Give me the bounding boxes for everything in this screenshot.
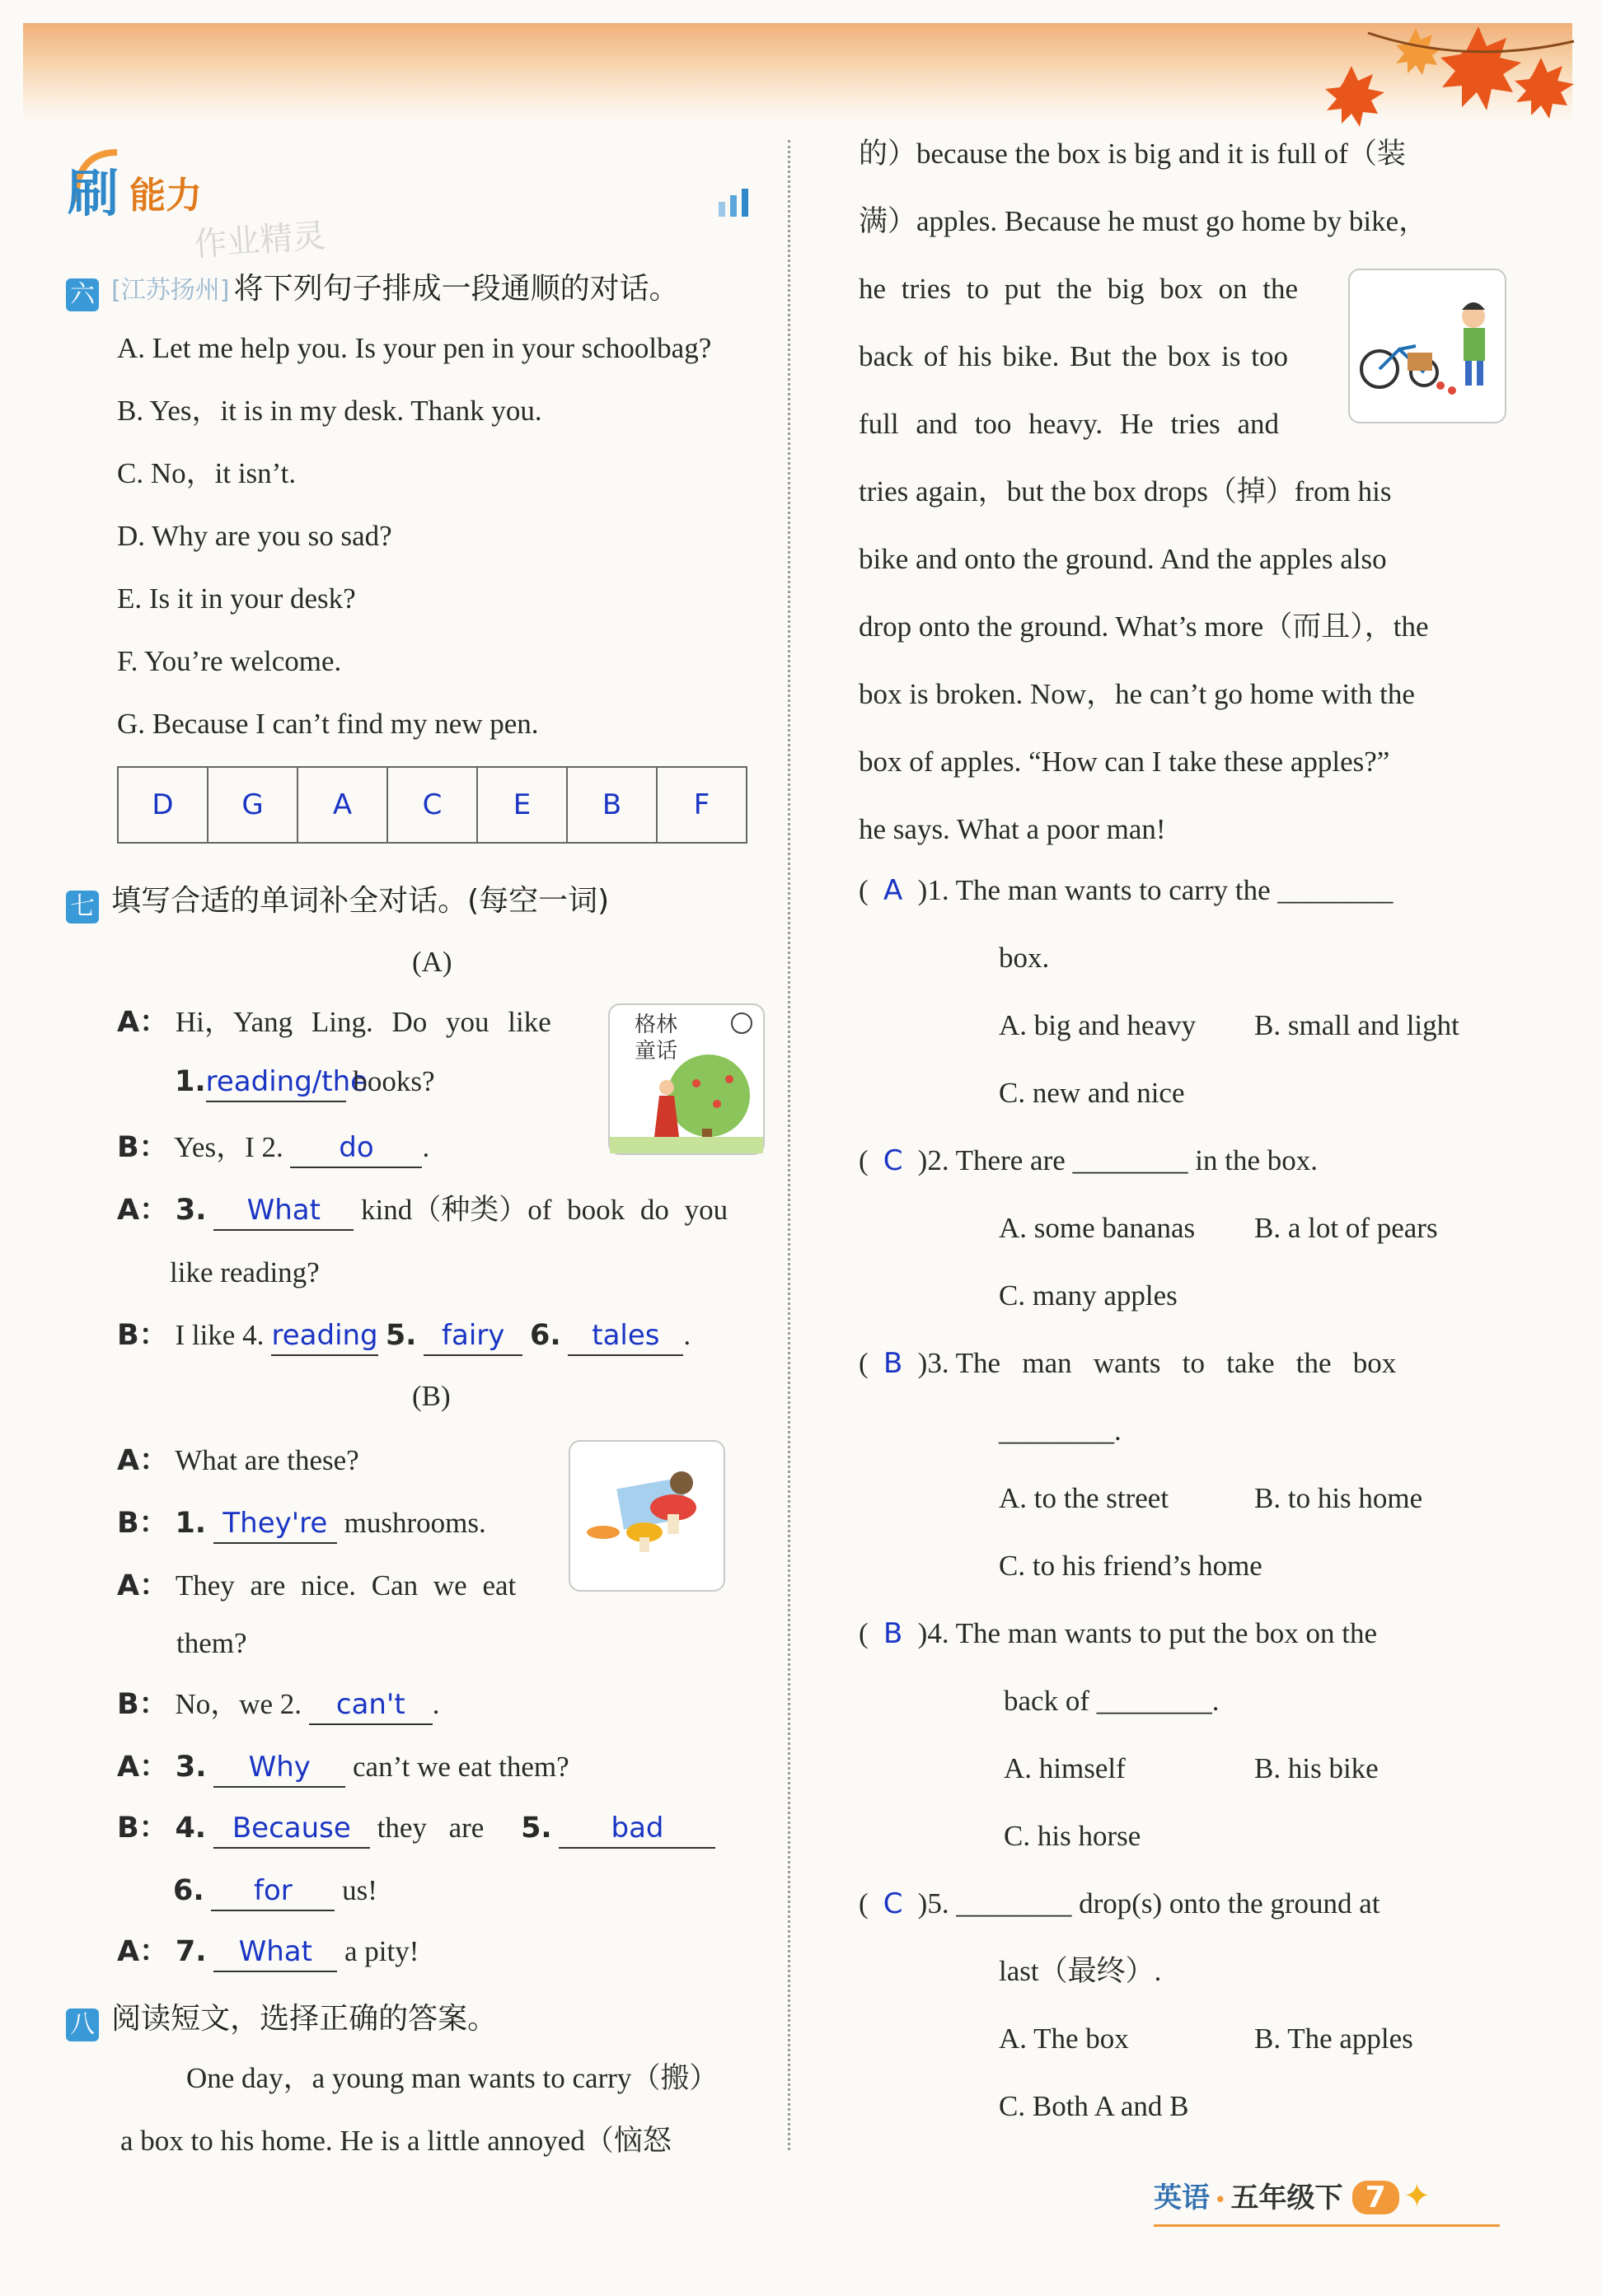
line-text: kind（种类）of book do you [361,1194,728,1226]
book-label: 格林童话 [635,1012,678,1064]
option: B. small and light [1254,1009,1459,1041]
answer-blank: reading [271,1316,378,1356]
answer-blank: They're [213,1504,337,1544]
question-3: ( B )3. The man wants to take the box [859,1344,1518,1412]
line-text: books? [353,1065,435,1097]
footer-dot: • [1214,2188,1227,2213]
sec7a-line4 [117,1316,691,1356]
speaker-label: A： [117,1006,169,1039]
bars-icon [717,185,758,218]
question-stem: 5. ________ drop(s) onto the ground at [927,1887,1380,1920]
column-divider [788,140,790,2150]
answer-cell: F [657,767,747,843]
passage-line: One day，a young man wants to carry（搬） [186,2062,719,2094]
watermark: 作业精灵 [192,217,327,264]
answer-blank: What [213,1191,354,1231]
speaker-label: A： [117,1194,169,1227]
option: C. Both A and B [999,2090,1189,2122]
answer-blank: bad [559,1809,715,1849]
blank-number: 1. [175,1065,206,1098]
options-row [859,1209,1518,1277]
line-text: They are nice. Can we eat [175,1569,517,1602]
answer-cell: B [567,767,657,843]
question-answer: C [883,1887,903,1920]
sec6-item-f: F. You’re welcome. [117,645,342,677]
brand-text: 能力 [129,175,203,217]
option: A. The box [999,2022,1129,2055]
passage-line: a box to his home. He is a little annoyed（恼怒 [120,2125,672,2157]
option: C. new and nice [999,1077,1185,1109]
option: C. to his friend’s home [999,1550,1262,1582]
sec7b-line4 [117,1686,440,1725]
sec6-item-c: C. No，it isn’t. [117,457,297,489]
sec7b-line6 [117,1809,715,1849]
blank-number: 1. [175,1507,207,1540]
page-number: 7 [1352,2181,1399,2214]
answer-cell: D [118,767,208,843]
passage-right [859,135,1510,878]
speaker-label: A： [117,1935,169,1968]
fairy-tale-book-image [608,1003,765,1155]
question-stem-cont: box. [999,942,1050,974]
option: C. his horse [1004,1820,1141,1852]
question-answer: C [883,1144,903,1177]
options-row [859,1007,1518,1074]
option: B. The apples [1254,2022,1413,2055]
speaker-label: B： [117,1507,168,1540]
answer-cell: G [208,767,297,843]
sec6-item-e: E. Is it in your desk? [117,582,356,615]
sec7-heading [66,877,609,924]
answer-blank: Because [213,1809,370,1849]
line-text: Hi，Yang Ling. Do you like [175,1006,551,1038]
speaker-label: B： [117,1688,168,1721]
line-text: I like 4. [175,1319,265,1351]
sec7a-line2 [117,1129,429,1168]
option: C. many apples [999,1279,1178,1312]
line-text: . [432,1688,440,1720]
passage-line: bike and onto the ground. And the apples also [859,543,1387,575]
sec7-title: 填写合适的单词补全对话。(每空一词) [111,884,610,918]
question-stem: 1. The man wants to carry the ________ [927,874,1394,906]
brand-logo [68,152,203,226]
sec6-item-a: A. Let me help you. Is your pen in your schoolbag? [117,332,712,364]
question-stem: 4. The man wants to put the box on the [927,1617,1377,1649]
passage-line: box is broken. Now，he can’t go home with the [859,678,1415,710]
sec6-item-g: G. Because I can’t find my new pen. [117,708,539,740]
blank-number: 6. [173,1874,204,1907]
sec7a-line1b [175,1063,435,1102]
passage-line: drop onto the ground. What’s more（而且），the [859,610,1429,643]
answer-blank: What [213,1933,337,1972]
option: A. some bananas [999,1212,1196,1244]
sec6-item-b: B. Yes，it is in my desk. Thank you. [117,395,542,427]
blank-number: 5. [521,1812,552,1845]
sec7-number: 七 [66,891,99,924]
line-text: . [683,1319,691,1351]
question-stem-cont: last（最终）. [999,1955,1162,1987]
mushrooms-image [569,1440,725,1592]
answer-blank: reading/the [206,1063,346,1102]
sec6-answer-table [117,766,747,844]
blank-number: 6. [529,1319,561,1352]
question-list [859,872,1518,2155]
line-text: mushrooms. [344,1507,486,1539]
brand-char: 刷 [68,163,119,223]
options-row [859,1480,1518,1547]
speaker-label: B： [117,1319,168,1352]
passage-line: 满）apples. Because he must go home by bike， [859,205,1428,237]
option: B. to his home [1254,1482,1423,1514]
sec7b-line3 [117,1567,516,1605]
sec7a-line1 [117,1003,551,1041]
line-text: What are these? [175,1444,359,1476]
question-answer: B [883,1617,903,1650]
passage-line: full and too heavy. He tries and [859,408,1280,440]
answer-blank: fairy [424,1316,522,1356]
question-5: ( C )5. ________ drop(s) onto the ground at [859,1885,1518,1952]
question-answer: B [883,1347,903,1380]
line-text: No，we 2. [175,1688,302,1720]
sec8-title: 阅读短文，选择正确的答案。 [111,2002,498,2036]
question-stem-cont: ________. [999,1415,1122,1447]
answer-blank: can't [309,1686,433,1725]
bike-illustration [1350,270,1505,422]
blank-number: 3. [175,1194,207,1227]
passage-line: 的）because the box is big and it is full of（装 [859,138,1406,170]
sec7a-line3 [117,1191,728,1231]
answer-cell: A [297,767,387,843]
sec6-item-d: D. Why are you so sad? [117,520,392,552]
passage-line: back of his bike. But the box is too [859,340,1288,372]
answer-blank: tales [568,1316,683,1356]
blank-number: 7. [175,1935,207,1968]
sec7b-line5 [117,1748,569,1788]
line-text: Yes，I 2. [174,1131,283,1163]
question-1: ( A )1. The man wants to carry the ________ [859,872,1518,939]
option: A. to the street [999,1482,1169,1514]
sec6-heading [66,265,679,311]
question-2: ( C )2. There are ________ in the box. [859,1142,1518,1209]
star-icon: ✦ [1403,2177,1431,2215]
answer-blank: for [211,1872,335,1911]
passage-line: tries again，but the box drops（掉）from his [859,475,1392,507]
sec7b-line7 [173,1872,377,1911]
option: A. himself [1004,1752,1126,1784]
blank-number: 4. [175,1812,207,1845]
options-row [859,1750,1518,1817]
sec8-number: 八 [66,2008,99,2041]
sec7b-line3b: them? [176,1627,247,1659]
passage-line: he says. What a poor man! [859,813,1166,845]
line-text: a pity! [344,1935,419,1967]
sec7b-line8 [117,1933,419,1972]
line-text: they are [377,1812,485,1844]
speaker-label: A： [117,1751,169,1784]
option: A. big and heavy [999,1009,1197,1041]
speaker-label: B： [117,1812,168,1845]
question-stem: 2. There are ________ in the box. [927,1144,1318,1176]
question-stem: 3. The man wants to take the box [927,1347,1397,1379]
answer-cell: C [387,767,477,843]
sec7b-line1 [117,1442,359,1480]
passage-line: he tries to put the big box on the [859,273,1298,305]
blank-number: 3. [175,1751,207,1784]
answer-blank: Why [213,1748,345,1788]
question-4: ( B )4. The man wants to put the box on the [859,1615,1518,1682]
options-row [859,2020,1518,2088]
sec6-source: [江苏扬州] [111,276,230,305]
line-text: us! [342,1874,377,1906]
option: B. a lot of pears [1254,1212,1438,1244]
line-text: . [422,1131,430,1163]
footer-grade: 五年级下 [1230,2181,1343,2214]
sec7b-line2 [117,1504,486,1544]
speaker-label: A： [117,1444,169,1477]
bike-and-man-image [1348,269,1506,423]
mushrooms-illustration [570,1442,724,1590]
answer-cell: E [477,767,567,843]
sec7-partB-label: (B) [412,1380,451,1412]
speaker-label: A： [117,1569,169,1602]
question-stem-cont: back of ________. [1004,1685,1220,1717]
maple-leaves-decoration [1121,16,1582,140]
page-footer [1154,2175,1500,2227]
answer-blank: do [290,1129,422,1168]
sec7-partA-label: (A) [412,946,452,978]
blank-number: 5. [385,1319,417,1352]
sec8-heading [66,1995,497,2041]
speaker-label: B： [117,1131,168,1164]
sec7a-line3b: like reading? [170,1256,320,1288]
sec6-number: 六 [66,278,99,311]
line-text: can’t we eat them? [353,1751,569,1783]
footer-subject: 英语 [1154,2181,1210,2214]
passage-line: box of apples. “How can I take these apples?” [859,746,1390,778]
sec6-title: 将下列句子排成一段通顺的对话。 [233,272,679,306]
option: B. his bike [1254,1752,1379,1784]
sec6-sentence-list [117,330,776,768]
question-answer: A [883,874,903,907]
